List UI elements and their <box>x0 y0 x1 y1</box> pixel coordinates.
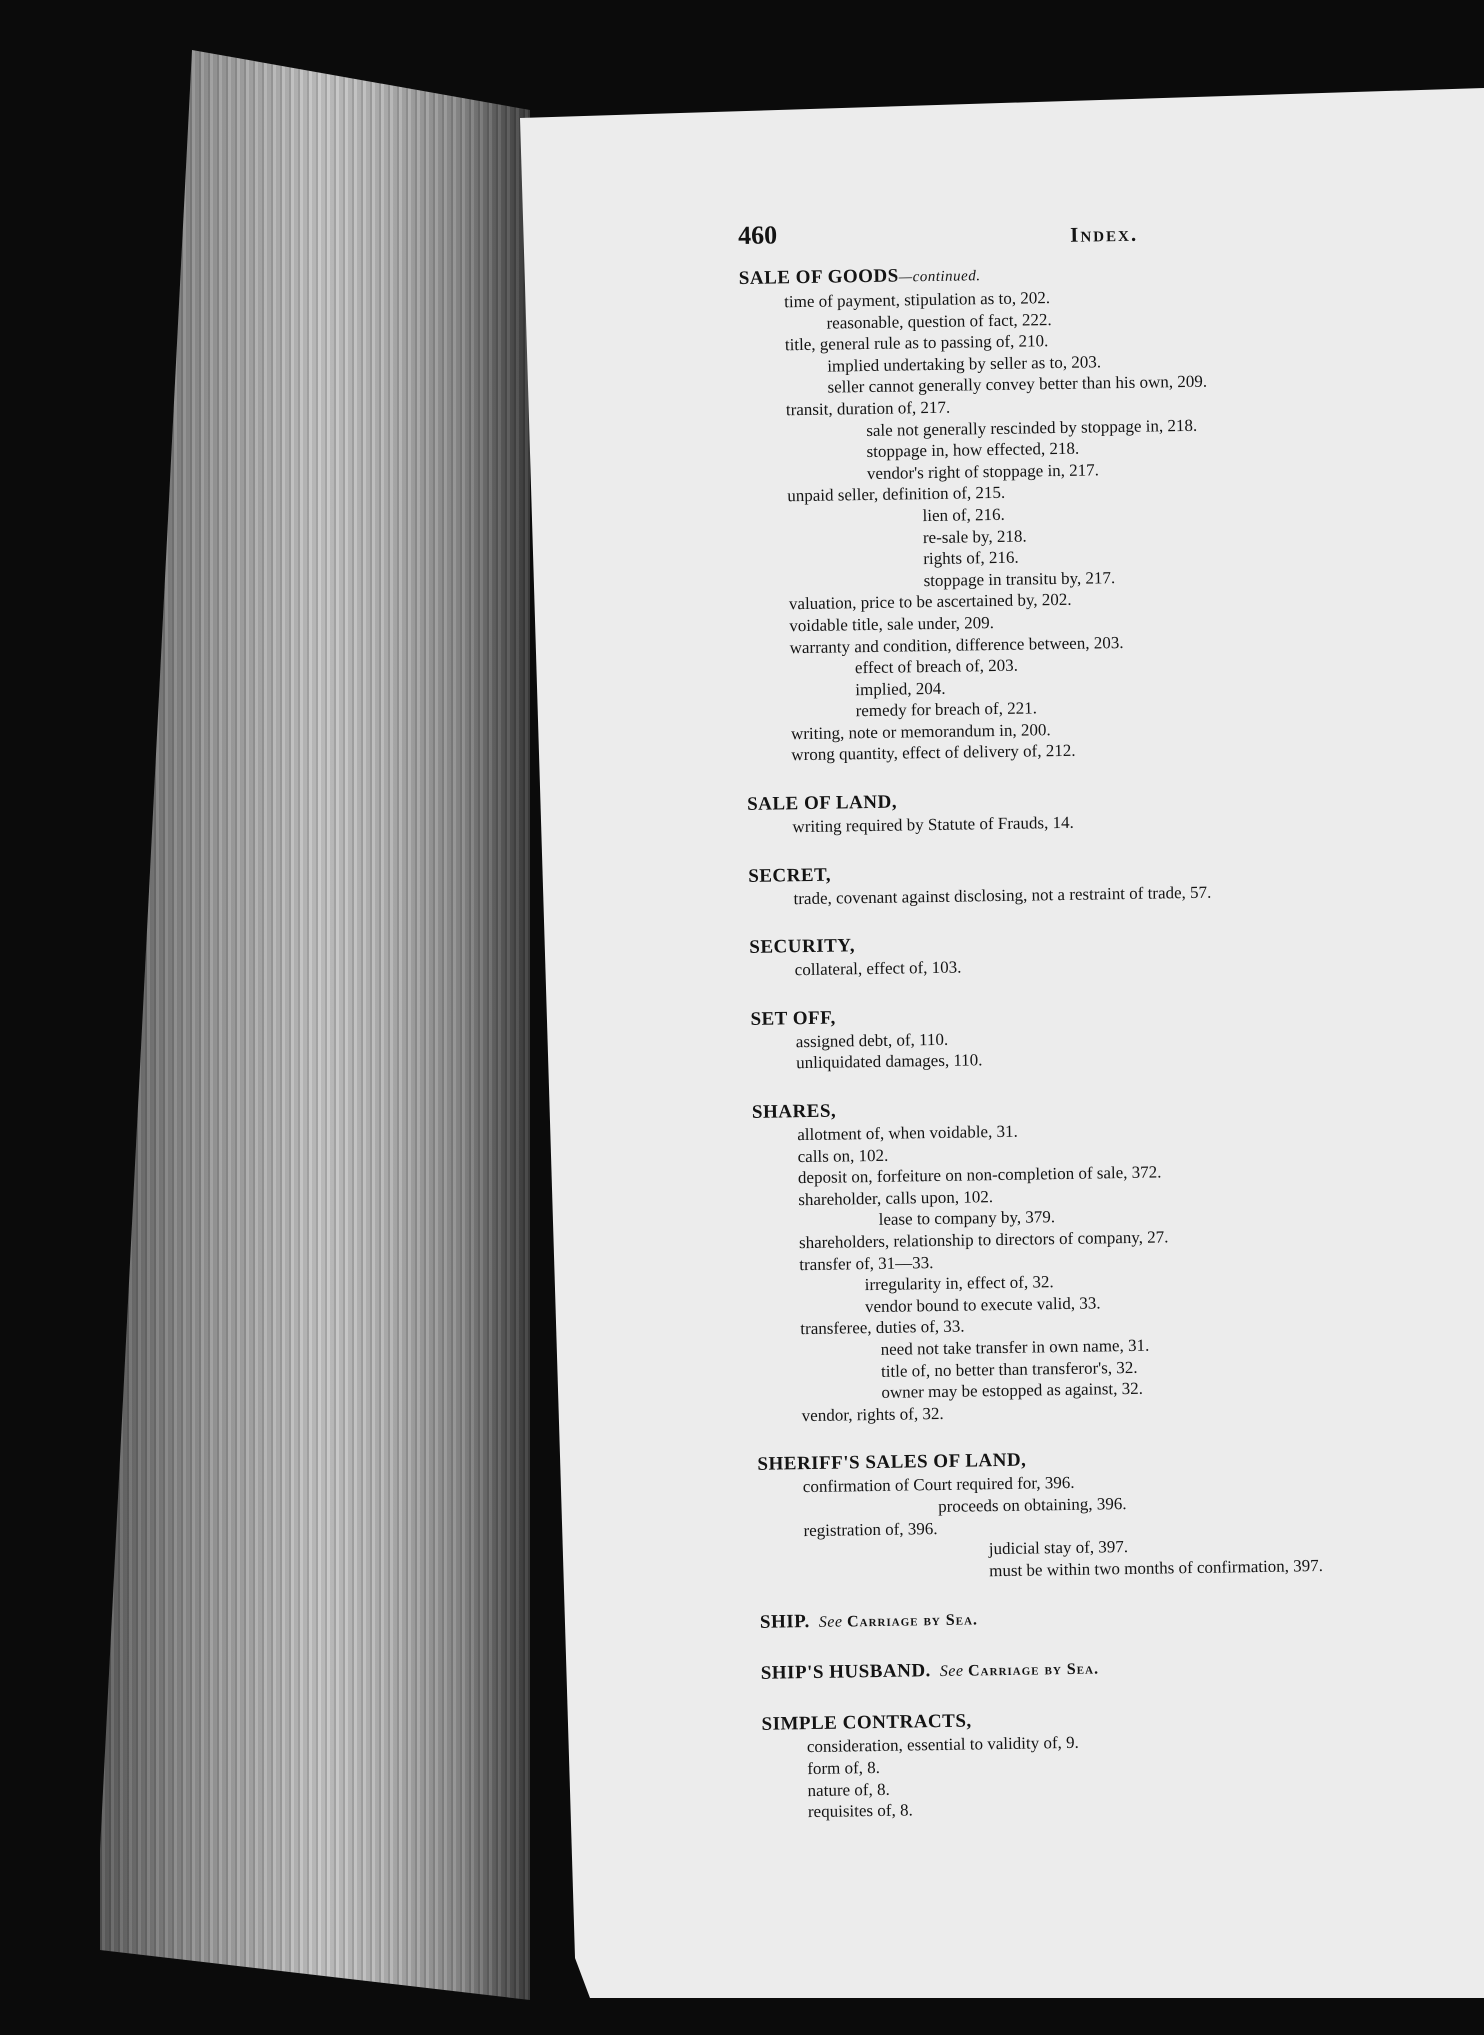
subentry-line: valuation, price to be ascertained by, 202. <box>788 590 1072 614</box>
subentry-line: stoppage in, how effected, 218. <box>866 438 1080 462</box>
subentry-line: stoppage in transitu by, 217. <box>923 567 1116 590</box>
subentry-line: rights of, 216. <box>923 547 1019 569</box>
subentry-line: need not take transfer in own name, 31. <box>880 1335 1150 1359</box>
subentry-line: writing required by Statute of Frauds, 14. <box>792 812 1074 837</box>
subentry-line: deposit on, forfeiture on non-completion of sale, 372. <box>797 1162 1162 1188</box>
entry-term: SECURITY, <box>749 935 856 959</box>
index-page-text <box>738 213 1484 1849</box>
index-entry <box>757 1441 1484 1585</box>
subentry-line: effect of breach of, 203. <box>854 655 1019 678</box>
index-entries <box>739 255 1484 1823</box>
page-number: 460 <box>737 220 778 250</box>
index-entry <box>750 996 1484 1075</box>
subentry-line: shareholders, relationship to directors of company, 27. <box>798 1227 1169 1253</box>
entry-term: SHIP. <box>759 1611 810 1634</box>
subentry-line: vendor's right of stoppage in, 217. <box>866 460 1100 483</box>
see-target: Carriage by Sea. <box>967 1660 1100 1680</box>
subentry-line: confirmation of Court required for, 396. <box>802 1473 1075 1497</box>
entry-heading <box>761 1650 1484 1687</box>
entry-term: SHERIFF'S SALES OF LAND, <box>757 1449 1027 1476</box>
subentry-line: allotment of, when voidable, 31. <box>797 1121 1018 1145</box>
subentry-line: requisites of, 8. <box>807 1800 913 1822</box>
subentry-line: form of, 8. <box>807 1757 881 1779</box>
index-entry <box>761 1650 1484 1687</box>
subentry-line: judicial stay of, 397. <box>988 1537 1129 1559</box>
entry-term: SECRET, <box>748 864 832 887</box>
subentry-line: shareholder, calls upon, 102. <box>798 1186 994 1209</box>
see-word: See <box>818 1613 843 1632</box>
subentry-line: unliquidated damages, 110. <box>796 1050 983 1073</box>
subentry-line: wrong quantity, effect of delivery of, 212. <box>791 741 1076 765</box>
entry-term: SHIP'S HUSBAND. <box>760 1660 932 1685</box>
entry-term: SHARES, <box>751 1100 837 1123</box>
subentry-line: seller cannot generally convey better than his own, 209. <box>827 372 1208 397</box>
index-entry <box>752 1089 1484 1427</box>
subentry-line: remedy for breach of, 221. <box>855 698 1038 721</box>
subentry-line: time of payment, stipulation as to, 202. <box>784 288 1051 312</box>
subentry-line: collateral, effect of, 103. <box>794 957 962 980</box>
entry-term: SIMPLE CONTRACTS, <box>761 1710 972 1736</box>
subentry-line: nature of, 8. <box>807 1779 890 1800</box>
continued-note: —continued. <box>898 268 981 286</box>
subentry-line: transit, duration of, 217. <box>785 397 951 420</box>
subentry-line: unpaid seller, definition of, 215. <box>787 483 1006 506</box>
subentry-line: owner may be estopped as against, 32. <box>881 1378 1144 1403</box>
see-target: Carriage by Sea. <box>846 1611 979 1631</box>
subentry-line: must be within two months of confirmation, 397. <box>989 1555 1324 1580</box>
subentry-line: registration of, 396. <box>803 1518 938 1540</box>
subentry-line: sale not generally rescinded by stoppage in, 218. <box>866 415 1198 440</box>
subentry-line: trade, covenant against disclosing, not a restraint of trade, 57. <box>793 882 1212 908</box>
subentry-line: lien of, 216. <box>922 504 1005 526</box>
subentry-line: calls on, 102. <box>797 1145 889 1166</box>
subentry-line: transfer of, 31—33. <box>799 1252 934 1274</box>
see-word: See <box>939 1662 964 1681</box>
subentry-line: transferee, duties of, 33. <box>800 1316 965 1339</box>
index-entry <box>749 924 1484 981</box>
subentry-line: assigned debt, of, 110. <box>795 1029 949 1052</box>
subentry-line: lease to company by, 379. <box>878 1207 1056 1230</box>
page-heading: Index. <box>1070 221 1139 247</box>
subentry-line: re-sale by, 218. <box>922 526 1027 547</box>
subentry-line: vendor, rights of, 32. <box>801 1403 944 1425</box>
index-entry <box>761 1701 1484 1823</box>
subentry-line: title, general rule as to passing of, 210. <box>784 331 1049 355</box>
entry-term: SALE OF GOODS <box>738 265 899 289</box>
index-entry <box>739 255 1484 767</box>
subentry-line: implied, 204. <box>855 678 946 699</box>
cross-reference <box>810 1612 978 1632</box>
index-entry <box>747 781 1484 838</box>
subentry-line: implied undertaking by seller as to, 203. <box>827 352 1102 376</box>
subentry-line: reasonable, question of fact, 222. <box>826 309 1052 333</box>
entry-term: SET OFF, <box>750 1007 836 1030</box>
book-page-edges <box>100 50 530 2000</box>
entry-term: SALE OF LAND, <box>746 791 898 815</box>
subentry-line: title of, no better than transferor's, 32. <box>880 1357 1138 1381</box>
subentry-line: proceeds on obtaining, 396. <box>938 1493 1127 1516</box>
index-entry <box>760 1599 1484 1636</box>
cross-reference <box>931 1661 1099 1681</box>
subentry-line: warranty and condition, difference between, 203. <box>789 632 1124 657</box>
index-entry <box>748 853 1484 910</box>
subentry-line: writing, note or memorandum in, 200. <box>790 720 1051 744</box>
subentry-line: vendor bound to execute valid, 33. <box>864 1293 1101 1316</box>
subentry-line: irregularity in, effect of, 32. <box>864 1272 1054 1295</box>
entry-heading <box>760 1599 1484 1636</box>
subentry-line: consideration, essential to validity of, 9. <box>806 1733 1079 1757</box>
subentry-line: voidable title, sale under, 209. <box>789 612 995 636</box>
